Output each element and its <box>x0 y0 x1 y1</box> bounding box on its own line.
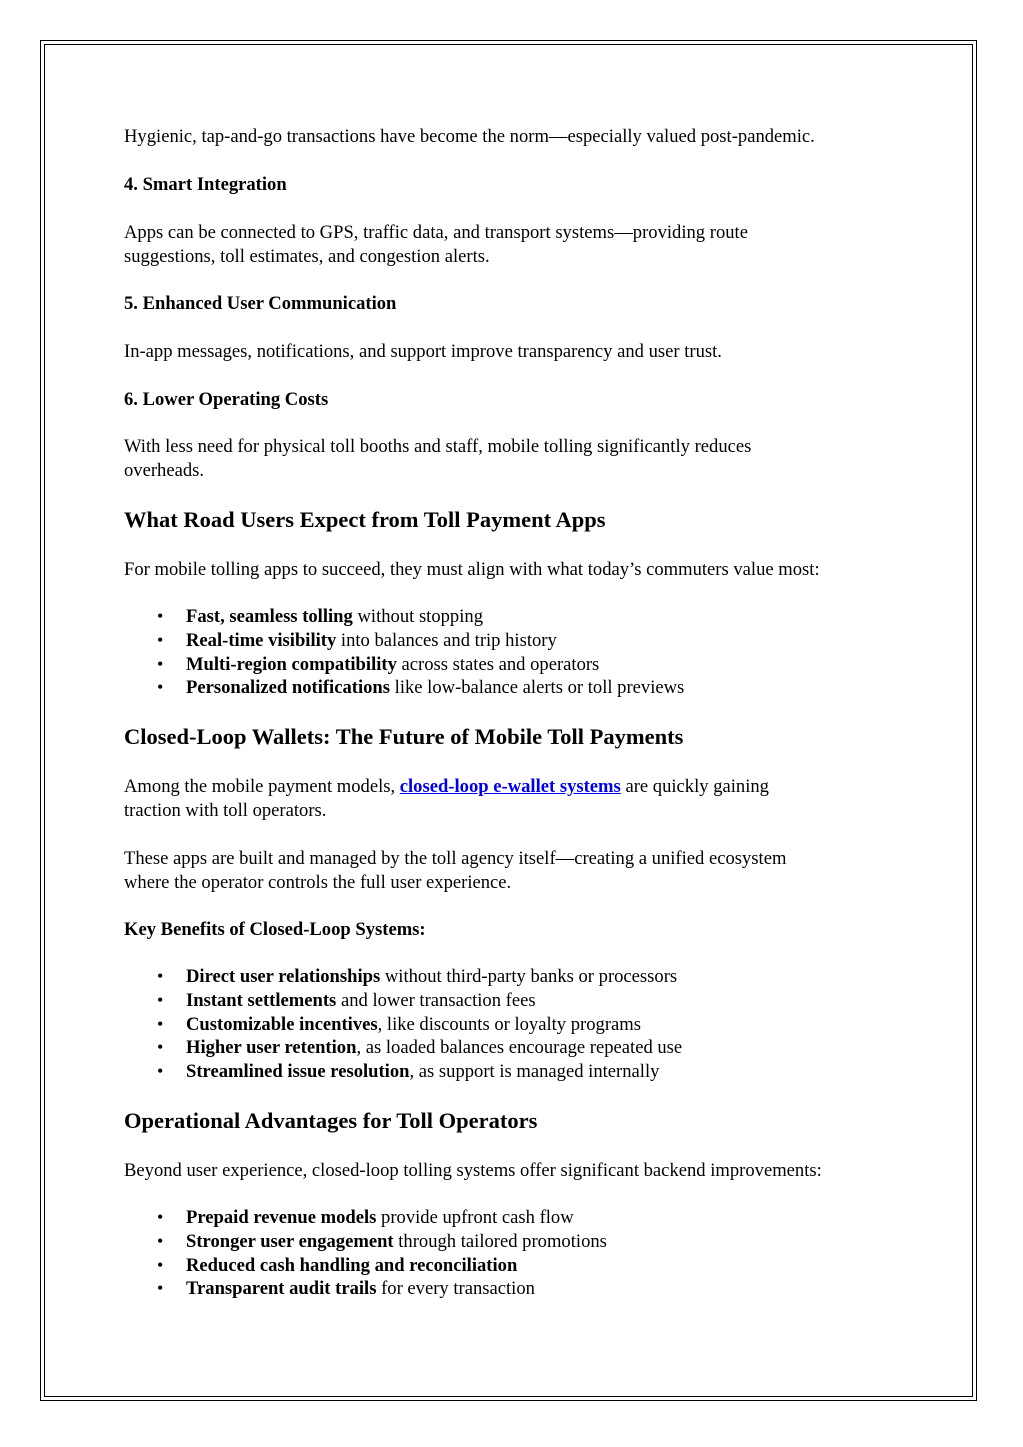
paragraph-smart-line-1: Apps can be connected to GPS, traffic data, and transport systems—providing route <box>124 222 748 243</box>
list-item-bold: Transparent audit trails <box>186 1278 377 1300</box>
closed-loop-e-wallet-link[interactable]: closed-loop e-wallet systems <box>399 776 621 797</box>
list-user-expectations <box>124 605 914 700</box>
list-item-bold: Streamlined issue resolution <box>186 1061 410 1083</box>
heading-key-benefits: Key Benefits of Closed-Loop Systems: <box>124 919 426 940</box>
list-item-bold: Higher user retention <box>186 1037 357 1059</box>
bullet-icon: • <box>157 1278 164 1299</box>
bullet-icon: • <box>157 1037 164 1058</box>
list-key-benefits <box>124 965 914 1084</box>
paragraph-expect-intro: For mobile tolling apps to succeed, they must align with what today’s commuters value most: <box>124 559 820 580</box>
list-item-bold: Stronger user engagement <box>186 1230 394 1252</box>
bullet-icon: • <box>157 1254 164 1275</box>
bullet-icon: • <box>157 606 164 626</box>
list-item-text: , as support is managed internally <box>409 1061 660 1083</box>
list-item-text: through tailored promotions <box>393 1230 607 1252</box>
paragraph-closed-text-after: are quickly gaining <box>620 776 769 797</box>
list-item <box>124 653 914 677</box>
paragraph-smart-line-2: suggestions, toll estimates, and congestion alerts. <box>124 246 490 267</box>
paragraph-communication: In-app messages, notifications, and support improve transparency and user trust. <box>124 341 722 362</box>
heading-operational-advantages: Operational Advantages for Toll Operators <box>124 1108 538 1133</box>
heading-closed-loop-wallets: Closed-Loop Wallets: The Future of Mobile Toll Payments <box>124 724 684 749</box>
list-item-text: without stopping <box>352 606 483 627</box>
list-item <box>124 1206 914 1230</box>
list-item <box>124 1060 914 1084</box>
list-item-bold: Direct user relationships <box>186 966 381 987</box>
list-item-text: across states and operators <box>396 653 600 675</box>
paragraph-costs-line-1: With less need for physical toll booths and staff, mobile tolling significantly reduces <box>124 436 752 457</box>
paragraph-agency-line-2: where the operator controls the full user experience. <box>124 872 512 893</box>
list-item <box>124 1254 914 1278</box>
bullet-icon: • <box>157 1230 164 1251</box>
list-item <box>124 676 914 700</box>
list-operational-advantages <box>124 1206 914 1301</box>
heading-road-users-expect: What Road Users Expect from Toll Payment Apps <box>124 507 606 532</box>
bullet-icon: • <box>157 1061 164 1082</box>
bullet-icon: • <box>157 677 164 698</box>
paragraph-closed-line-2: traction with toll operators. <box>124 800 327 821</box>
list-item <box>124 1277 914 1301</box>
list-item-bold: Customizable incentives <box>186 1013 378 1035</box>
paragraph-hygienic: Hygienic, tap-and-go transactions have become the norm—especially valued post-pandemic. <box>124 126 815 147</box>
list-item-bold: Reduced cash handling and reconciliation <box>186 1254 518 1276</box>
heading-user-communication: 5. Enhanced User Communication <box>124 293 397 314</box>
list-item <box>124 1013 914 1037</box>
list-item-text: provide upfront cash flow <box>376 1207 574 1228</box>
list-item-bold: Multi-region compatibility <box>186 653 397 675</box>
bullet-icon: • <box>157 1013 164 1034</box>
list-item-text: , as loaded balances encourage repeated use <box>356 1037 683 1059</box>
bullet-icon: • <box>157 989 164 1010</box>
list-item-text: and lower transaction fees <box>336 989 536 1011</box>
bullet-icon: • <box>157 1207 164 1227</box>
list-item <box>124 629 914 653</box>
list-item-bold: Real-time visibility <box>186 629 337 651</box>
list-item <box>124 965 914 989</box>
list-item <box>124 1036 914 1060</box>
heading-lower-costs: 6. Lower Operating Costs <box>124 389 329 410</box>
bullet-icon: • <box>157 653 164 674</box>
paragraph-closed-line-1 <box>124 775 769 799</box>
list-item <box>124 1230 914 1254</box>
bullet-icon: • <box>157 966 164 986</box>
paragraph-agency-line-1: These apps are built and managed by the toll agency itself—creating a unified ecosystem <box>124 848 787 869</box>
list-item-bold: Fast, seamless tolling <box>186 606 353 627</box>
heading-smart-integration: 4. Smart Integration <box>124 174 287 195</box>
list-item <box>124 605 914 629</box>
list-item-text: , like discounts or loyalty programs <box>377 1013 641 1035</box>
list-item-text: like low-balance alerts or toll previews <box>390 677 685 699</box>
list-item <box>124 989 914 1013</box>
bullet-icon: • <box>157 629 164 650</box>
paragraph-costs-line-2: overheads. <box>124 460 205 481</box>
paragraph-closed-text: Among the mobile payment models, <box>124 776 400 797</box>
list-item-text: into balances and trip history <box>336 629 557 651</box>
list-item-bold: Instant settlements <box>186 989 337 1011</box>
list-item-text: for every transaction <box>376 1278 535 1300</box>
list-item-text: without third-party banks or processors <box>380 966 678 987</box>
list-item-bold: Personalized notifications <box>186 677 390 699</box>
paragraph-ops-intro: Beyond user experience, closed-loop tolling systems offer significant backend improvements: <box>124 1160 822 1181</box>
list-item-bold: Prepaid revenue models <box>186 1207 377 1228</box>
